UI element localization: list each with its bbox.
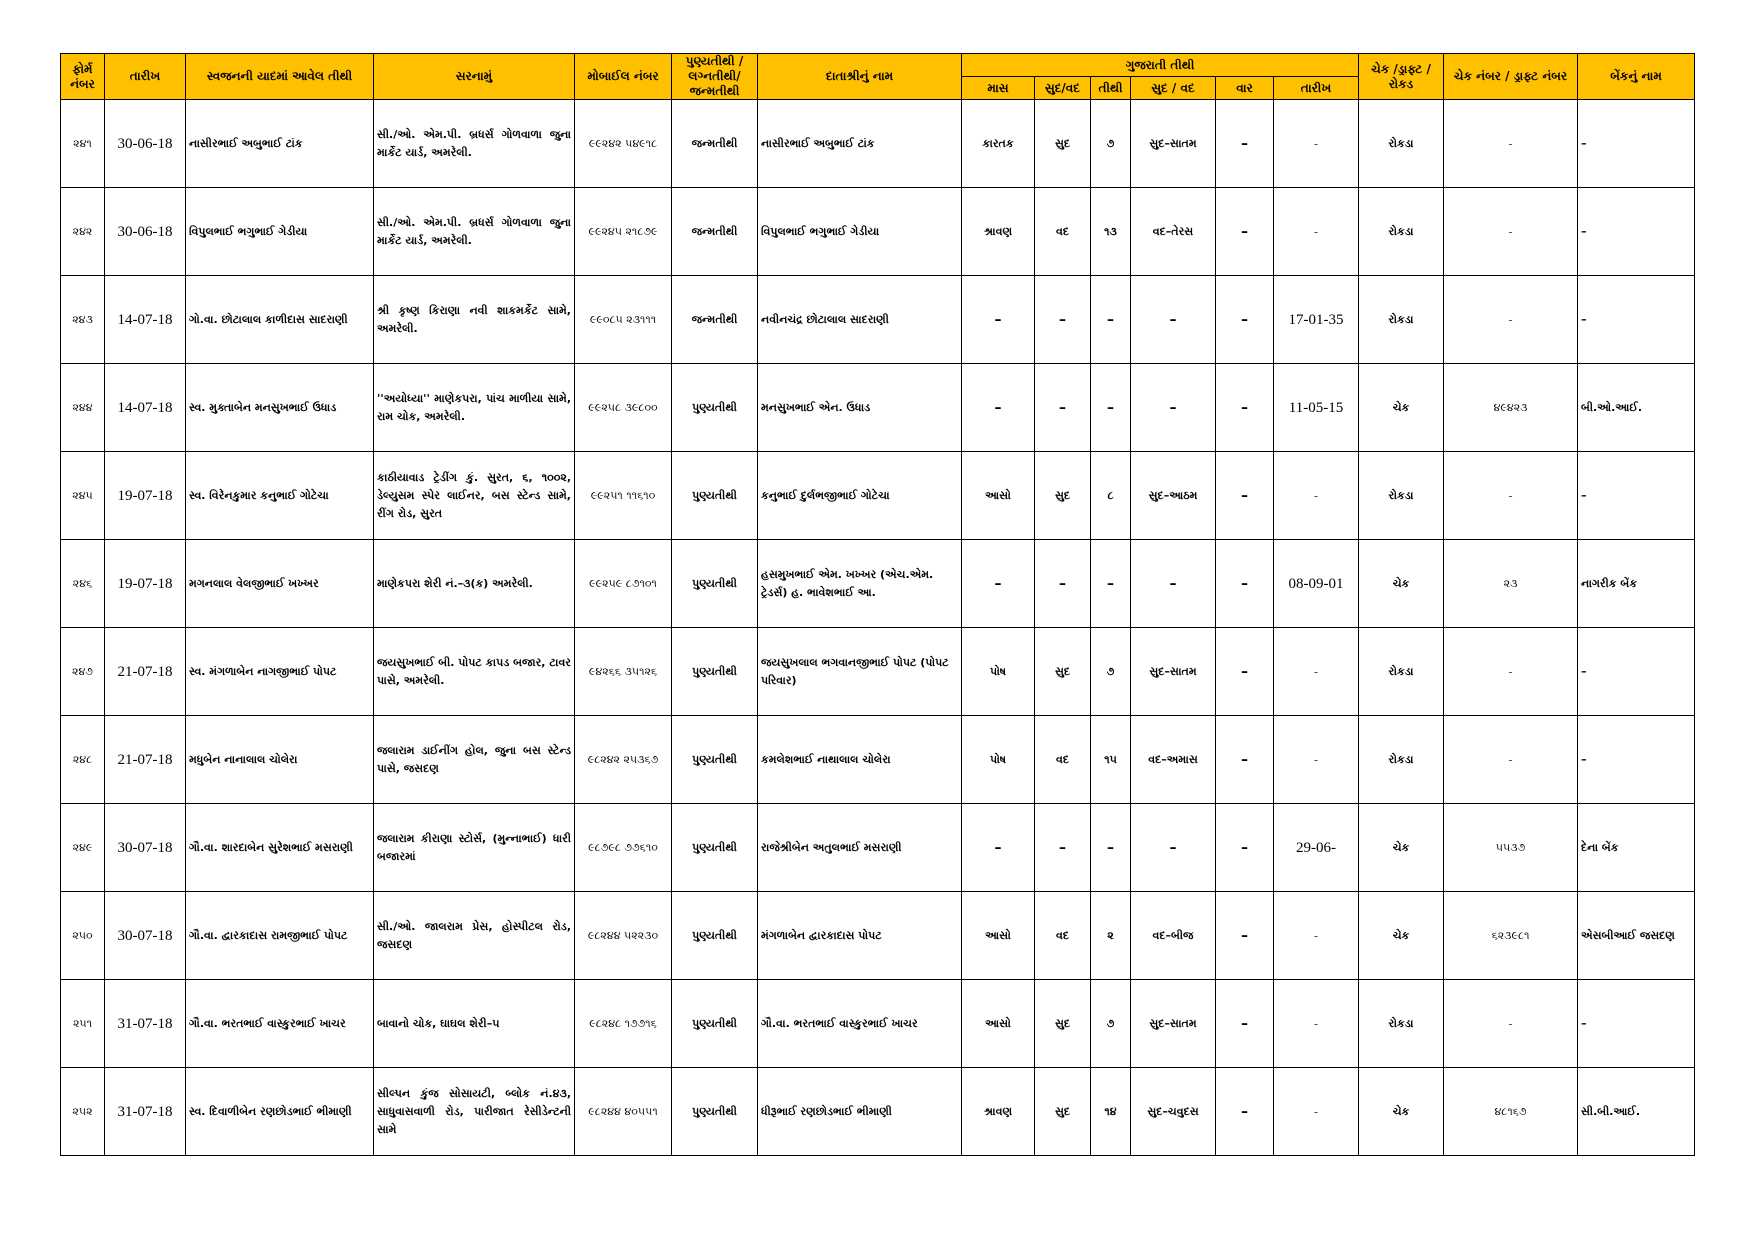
- entry-date: 21-07-18: [105, 716, 186, 804]
- table-row: [61, 628, 1695, 716]
- remembrance-name: સ્વ. વિરેનકુમાર કનુભાઈ ગોટેચા: [186, 452, 374, 540]
- bank-name: –: [1578, 452, 1695, 540]
- tithi-month: પોષ: [962, 628, 1035, 716]
- remembrance-name: ગો.વા. છોટાલાલ કાળીદાસ સાદરાણી: [186, 276, 374, 364]
- occasion-cell: પુણ્યતીથી: [672, 628, 758, 716]
- tithi-full: સુદ–સાતમ: [1131, 100, 1216, 188]
- table-row: [61, 716, 1695, 804]
- mobile-number: ૯૯૨૫૧ ૧૧૬૧૦: [575, 452, 672, 540]
- cheque-number: -: [1444, 188, 1578, 276]
- table-row: [61, 364, 1695, 452]
- tithi-day: –: [1216, 628, 1274, 716]
- tithi-number: –: [1091, 276, 1131, 364]
- table-header: [61, 54, 1695, 100]
- form-number: ૨૪૩: [61, 276, 105, 364]
- tithi-sud-vad: –: [1035, 276, 1091, 364]
- bank-name: નાગરીક બેંક: [1578, 540, 1695, 628]
- header-day: વાર: [1216, 77, 1274, 100]
- payment-mode: રોકડા: [1359, 628, 1444, 716]
- tithi-month: પોષ: [962, 716, 1035, 804]
- tithi-sud-vad: –: [1035, 364, 1091, 452]
- payment-mode: રોકડા: [1359, 716, 1444, 804]
- table-row: [61, 452, 1695, 540]
- address-cell: શ્રી કૃષ્ણ કિરાણા નવી શાકમર્કેટ સામે, અમરેલી.: [374, 276, 575, 364]
- donor-name: કમલેશભાઈ નાથાલાલ ચોલેરા: [758, 716, 962, 804]
- tithi-sud-vad: વદ: [1035, 892, 1091, 980]
- payment-mode: રોકડા: [1359, 980, 1444, 1068]
- mobile-number: ૯૮૭૯૮ ૭૭૬૧૦: [575, 804, 672, 892]
- tithi-day: –: [1216, 892, 1274, 980]
- cheque-number: -: [1444, 980, 1578, 1068]
- mobile-number: ૯૯૦૮૫ ૨૩૧૧૧: [575, 276, 672, 364]
- remembrance-name: ગૌ.વા. દ્વારકાદાસ રામજીભાઈ પોપટ: [186, 892, 374, 980]
- tithi-month: આસો: [962, 980, 1035, 1068]
- tithi-month: –: [962, 540, 1035, 628]
- payment-mode: ચેક: [1359, 892, 1444, 980]
- tithi-date: -: [1274, 716, 1359, 804]
- tithi-day: –: [1216, 188, 1274, 276]
- address-cell: સી./ઓ. જાલરામ પ્રેસ, હોસ્પીટલ રોડ, જસદણ: [374, 892, 575, 980]
- tithi-number: ૨: [1091, 892, 1131, 980]
- tithi-date: 17-01-35: [1274, 276, 1359, 364]
- donor-name: ગૌ.વા. ભરતભાઈ વાસ્કુરભાઈ ખાચર: [758, 980, 962, 1068]
- occasion-cell: પુણ્યતીથી: [672, 540, 758, 628]
- mobile-number: ૯૯૨૪૨ ૫૪૯૧૮: [575, 100, 672, 188]
- header-mobile: મોબાઈલ નંબર: [575, 54, 672, 100]
- entry-date: 30-07-18: [105, 804, 186, 892]
- table-row: [61, 100, 1695, 188]
- header-payment-mode: ચેક /ડ્રાફ્ટ / રોકડ: [1359, 54, 1444, 100]
- header-tithi-date: તારીખ: [1274, 77, 1359, 100]
- remembrance-name: વિપુલભાઈ ભગુભાઈ ગેડીયા: [186, 188, 374, 276]
- address-cell: ''અયોધ્યા'' માણેકપરા, પાંચ માળીયા સામે, રામ ચોક, અમરેલી.: [374, 364, 575, 452]
- tithi-full: –: [1131, 540, 1216, 628]
- donor-name: વિપુલભાઈ ભગુભાઈ ગેડીયા: [758, 188, 962, 276]
- header-sud-vad: સુદ/વદ: [1035, 77, 1091, 100]
- remembrance-name: મધુબેન નાનાલાલ ચોલેરા: [186, 716, 374, 804]
- table-row: [61, 892, 1695, 980]
- donor-name: નાસીરભાઈ અબુભાઈ ટાંક: [758, 100, 962, 188]
- donation-register-table: [60, 53, 1695, 1156]
- cheque-number: -: [1444, 628, 1578, 716]
- header-month: માસ: [962, 77, 1035, 100]
- remembrance-name: સ્વ. મુક્તાબેન મનસુખભાઈ ઉધાડ: [186, 364, 374, 452]
- cheque-number: -: [1444, 452, 1578, 540]
- tithi-number: ૮: [1091, 452, 1131, 540]
- tithi-sud-vad: સુદ: [1035, 100, 1091, 188]
- occasion-cell: પુણ્યતીથી: [672, 364, 758, 452]
- tithi-date: -: [1274, 980, 1359, 1068]
- tithi-day: –: [1216, 276, 1274, 364]
- tithi-date: 08-09-01: [1274, 540, 1359, 628]
- entry-date: 19-07-18: [105, 452, 186, 540]
- form-number: ૨૪૪: [61, 364, 105, 452]
- cheque-number: ૨૩: [1444, 540, 1578, 628]
- tithi-full: સુદ–સાતમ: [1131, 628, 1216, 716]
- tithi-month: શ્રાવણ: [962, 1068, 1035, 1156]
- header-donor-name: દાતાશ્રીનું નામ: [758, 54, 962, 100]
- tithi-sud-vad: સુદ: [1035, 980, 1091, 1068]
- remembrance-name: ગૌ.વા. શારદાબેન સુરેશભાઈ મસરાણી: [186, 804, 374, 892]
- form-number: ૨૫૧: [61, 980, 105, 1068]
- remembrance-name: સ્વ. દિવાળીબેન રણછોડભાઈ ભીમાણી: [186, 1068, 374, 1156]
- mobile-number: ૯૮૨૪૪ ૪૦૫૫૧: [575, 1068, 672, 1156]
- header-gujarati-tithi: ગુજરાતી તીથી: [962, 54, 1359, 77]
- tithi-full: –: [1131, 276, 1216, 364]
- header-address: સરનામું: [374, 54, 575, 100]
- tithi-month: –: [962, 276, 1035, 364]
- entry-date: 30-06-18: [105, 100, 186, 188]
- table-row: [61, 276, 1695, 364]
- tithi-full: સુદ–આઠમ: [1131, 452, 1216, 540]
- donor-name: રાજેશ્રીબેન અતુલભાઈ મસરાણી: [758, 804, 962, 892]
- address-cell: જયસુખભાઈ બી. પોપટ કાપડ બજાર, ટાવર પાસે, અમરેલી.: [374, 628, 575, 716]
- cheque-number: ૬૨૩૯૮૧: [1444, 892, 1578, 980]
- form-number: ૨૪૧: [61, 100, 105, 188]
- mobile-number: ૯૮૨૪૪ ૫૨૨૩૦: [575, 892, 672, 980]
- tithi-day: –: [1216, 540, 1274, 628]
- mobile-number: ૯૪૨૬૬ ૩૫૧૨૬: [575, 628, 672, 716]
- address-cell: જલારામ ડાઈનીંગ હોલ, જુના બસ સ્ટેન્ડ પાસે, જસદણ: [374, 716, 575, 804]
- address-cell: સીલ્પન કુંજ સોસાયટી, બ્લોક નં.૪૩, સાધુવાસવાળી રોડ, પારીજાત રેસીડેન્ટની સામે: [374, 1068, 575, 1156]
- header-remembrance-tithi: સ્વજનની યાદમાં આવેલ તીથી: [186, 54, 374, 100]
- donor-name: કનુભાઈ દુર્લભજીભાઈ ગોટેચા: [758, 452, 962, 540]
- cheque-number: -: [1444, 100, 1578, 188]
- bank-name: દેના બેંક: [1578, 804, 1695, 892]
- address-cell: સી./ઓ. એમ.પી. બ્રધર્સ ગોળવાળા જુના માર્કેટ યાર્ડ, અમરેલી.: [374, 188, 575, 276]
- tithi-number: ૭: [1091, 980, 1131, 1068]
- tithi-sud-vad: સુદ: [1035, 452, 1091, 540]
- bank-name: સી.બી.આઈ.: [1578, 1068, 1695, 1156]
- payment-mode: ચેક: [1359, 364, 1444, 452]
- header-sud-slash-vad: સુદ / વદ: [1131, 77, 1216, 100]
- header-bank-name: બેંકનું નામ: [1578, 54, 1695, 100]
- tithi-month: –: [962, 364, 1035, 452]
- tithi-full: વદ–બીજ: [1131, 892, 1216, 980]
- address-cell: સી./ઓ. એમ.પી. બ્રધર્સ ગોળવાળા જુના માર્કેટ યાર્ડ, અમરેલી.: [374, 100, 575, 188]
- address-cell: જલારામ કીરાણા સ્ટોર્સ, (મુન્નાભાઈ) ધારી બજારમાં: [374, 804, 575, 892]
- occasion-cell: જન્મતીથી: [672, 100, 758, 188]
- tithi-day: –: [1216, 804, 1274, 892]
- entry-date: 14-07-18: [105, 364, 186, 452]
- occasion-cell: પુણ્યતીથી: [672, 452, 758, 540]
- table-row: [61, 804, 1695, 892]
- tithi-month: કારતક: [962, 100, 1035, 188]
- tithi-number: ૧૫: [1091, 716, 1131, 804]
- donor-name: મંગળાબેન દ્વારકાદાસ પોપટ: [758, 892, 962, 980]
- entry-date: 14-07-18: [105, 276, 186, 364]
- header-occasion: પુણ્યતીથી / લગ્નતીથી/ જન્મતીથી: [672, 54, 758, 100]
- payment-mode: ચેક: [1359, 1068, 1444, 1156]
- tithi-full: વદ–અમાસ: [1131, 716, 1216, 804]
- tithi-sud-vad: સુદ: [1035, 1068, 1091, 1156]
- header-cheque-no: ચેક નંબર / ડ્રાફ્ટ નંબર: [1444, 54, 1578, 100]
- tithi-date: -: [1274, 452, 1359, 540]
- donor-name: નવીનચંદ્ર છોટાલાલ સાદરાણી: [758, 276, 962, 364]
- tithi-sud-vad: વદ: [1035, 716, 1091, 804]
- payment-mode: રોકડા: [1359, 188, 1444, 276]
- mobile-number: ૯૯૨૫૮ ૩૯૮૦૦: [575, 364, 672, 452]
- entry-date: 30-07-18: [105, 892, 186, 980]
- mobile-number: ૯૯૨૪૫ ૨૧૮૭૯: [575, 188, 672, 276]
- tithi-number: ૭: [1091, 628, 1131, 716]
- bank-name: –: [1578, 628, 1695, 716]
- header-date: તારીખ: [105, 54, 186, 100]
- remembrance-name: નાસીરભાઈ અબુભાઈ ટાંક: [186, 100, 374, 188]
- tithi-date: 11-05-15: [1274, 364, 1359, 452]
- donation-register-sheet: [60, 53, 1695, 1156]
- payment-mode: ચેક: [1359, 540, 1444, 628]
- header-form-no: ફોર્મ નંબર: [61, 54, 105, 100]
- header-tithi: તીથી: [1091, 77, 1131, 100]
- tithi-number: ૧૪: [1091, 1068, 1131, 1156]
- entry-date: 19-07-18: [105, 540, 186, 628]
- entry-date: 30-06-18: [105, 188, 186, 276]
- tithi-number: –: [1091, 364, 1131, 452]
- cheque-number: ૪૮૧૬૭: [1444, 1068, 1578, 1156]
- tithi-month: આસો: [962, 892, 1035, 980]
- occasion-cell: પુણ્યતીથી: [672, 804, 758, 892]
- tithi-full: વદ–તેરસ: [1131, 188, 1216, 276]
- table-row: [61, 980, 1695, 1068]
- remembrance-name: ગૌ.વા. ભરતભાઈ વાસ્કુરભાઈ ખાચર: [186, 980, 374, 1068]
- payment-mode: રોકડા: [1359, 100, 1444, 188]
- bank-name: –: [1578, 276, 1695, 364]
- occasion-cell: પુણ્યતીથી: [672, 716, 758, 804]
- cheque-number: ૪૯૪૨૩: [1444, 364, 1578, 452]
- form-number: ૨૪૭: [61, 628, 105, 716]
- tithi-sud-vad: –: [1035, 540, 1091, 628]
- payment-mode: ચેક: [1359, 804, 1444, 892]
- form-number: ૨૫૨: [61, 1068, 105, 1156]
- occasion-cell: પુણ્યતીથી: [672, 892, 758, 980]
- address-cell: બાવાનો ચોક, ઘાઘલ શેરી–૫: [374, 980, 575, 1068]
- bank-name: –: [1578, 980, 1695, 1068]
- occasion-cell: પુણ્યતીથી: [672, 980, 758, 1068]
- tithi-date: 29-06-: [1274, 804, 1359, 892]
- remembrance-name: મગનલાલ વેલજીભાઈ ખખ્ખર: [186, 540, 374, 628]
- tithi-month: શ્રાવણ: [962, 188, 1035, 276]
- tithi-full: –: [1131, 804, 1216, 892]
- tithi-sud-vad: –: [1035, 804, 1091, 892]
- occasion-cell: જન્મતીથી: [672, 276, 758, 364]
- entry-date: 21-07-18: [105, 628, 186, 716]
- bank-name: એસબીઆઈ જસદણ: [1578, 892, 1695, 980]
- tithi-day: –: [1216, 100, 1274, 188]
- form-number: ૨૪૮: [61, 716, 105, 804]
- tithi-number: ૧૩: [1091, 188, 1131, 276]
- bank-name: –: [1578, 100, 1695, 188]
- form-number: ૨૪૯: [61, 804, 105, 892]
- mobile-number: ૯૮૨૪૮ ૧૭૭૧૬: [575, 980, 672, 1068]
- tithi-date: -: [1274, 628, 1359, 716]
- form-number: ૨૪૨: [61, 188, 105, 276]
- tithi-number: ૭: [1091, 100, 1131, 188]
- donor-name: હસમુખભાઈ એમ. ખખ્ખર (એચ.એમ. ટ્રેડર્સ) હ. ભાવેશભાઈ આ.: [758, 540, 962, 628]
- form-number: ૨૪૬: [61, 540, 105, 628]
- tithi-date: -: [1274, 892, 1359, 980]
- donor-name: જયસુખલાલ ભગવાનજીભાઈ પોપટ (પોપટ પરિવાર): [758, 628, 962, 716]
- tithi-day: –: [1216, 364, 1274, 452]
- tithi-month: –: [962, 804, 1035, 892]
- cheque-number: ૫૫૩૭: [1444, 804, 1578, 892]
- table-row: [61, 540, 1695, 628]
- bank-name: બી.ઓ.આઈ.: [1578, 364, 1695, 452]
- form-number: ૨૫૦: [61, 892, 105, 980]
- payment-mode: રોકડા: [1359, 452, 1444, 540]
- table-row: [61, 188, 1695, 276]
- occasion-cell: પુણ્યતીથી: [672, 1068, 758, 1156]
- tithi-day: –: [1216, 452, 1274, 540]
- remembrance-name: સ્વ. મંગળાબેન નાગજીભાઈ પોપટ: [186, 628, 374, 716]
- donor-name: ધીરૂભાઈ રણછોડભાઈ ભીમાણી: [758, 1068, 962, 1156]
- tithi-date: -: [1274, 188, 1359, 276]
- table-body: [61, 100, 1695, 1156]
- form-number: ૨૪૫: [61, 452, 105, 540]
- cheque-number: -: [1444, 716, 1578, 804]
- occasion-cell: જન્મતીથી: [672, 188, 758, 276]
- bank-name: –: [1578, 188, 1695, 276]
- tithi-month: આસો: [962, 452, 1035, 540]
- tithi-day: –: [1216, 980, 1274, 1068]
- tithi-date: -: [1274, 100, 1359, 188]
- tithi-full: –: [1131, 364, 1216, 452]
- payment-mode: રોકડા: [1359, 276, 1444, 364]
- entry-date: 31-07-18: [105, 1068, 186, 1156]
- tithi-sud-vad: વદ: [1035, 188, 1091, 276]
- tithi-number: –: [1091, 804, 1131, 892]
- tithi-full: સુદ–સાતમ: [1131, 980, 1216, 1068]
- mobile-number: ૯૮૨૪૨ ૨૫૩૬૭: [575, 716, 672, 804]
- mobile-number: ૯૯૨૫૯ ૮૭૧૦૧: [575, 540, 672, 628]
- cheque-number: -: [1444, 276, 1578, 364]
- entry-date: 31-07-18: [105, 980, 186, 1068]
- bank-name: –: [1578, 716, 1695, 804]
- tithi-day: –: [1216, 716, 1274, 804]
- address-cell: કાઠીયાવાડ ટ્રેડીંગ કું. સુરત, ૬, ૧૦૦૨, ડેલ્યુસમ સ્પેર લાઈનર, બસ સ્ટેન્ડ સામે, રીંગ રોડ, સુરત: [374, 452, 575, 540]
- tithi-date: -: [1274, 1068, 1359, 1156]
- donor-name: મનસુખભાઈ એન. ઉધાડ: [758, 364, 962, 452]
- tithi-sud-vad: સુદ: [1035, 628, 1091, 716]
- tithi-day: –: [1216, 1068, 1274, 1156]
- address-cell: માણેકપરા શેરી નં.–૩(ક) અમરેલી.: [374, 540, 575, 628]
- tithi-number: –: [1091, 540, 1131, 628]
- table-row: [61, 1068, 1695, 1156]
- tithi-full: સુદ–ચવુદસ: [1131, 1068, 1216, 1156]
